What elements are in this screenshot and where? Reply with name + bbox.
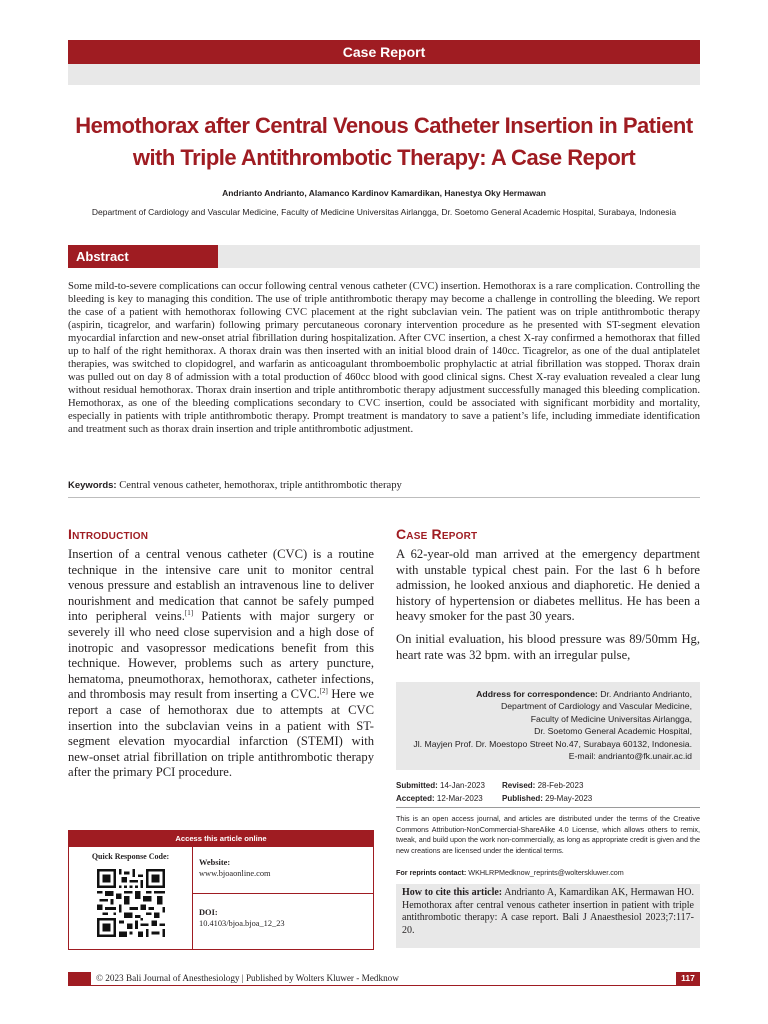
section-banner [68,40,700,64]
abstract-heading-tab [68,245,218,268]
qr-label: Quick Response Code: [91,852,170,861]
citation-box [396,884,700,948]
abstract-text: Some mild-to-severe complications can occur following central venous catheter (CVC) insertion. Hemothorax is a rare complication. Controlling the bleeding is key to managing this condition. The use of triple antithrombotic therapy may become a challenge in controlling the bleeding. We report the case of a patient with hemothorax following CVC placement at the right subclavian vein. The patient was on triple antithrombotic therapy (aspirin, ticagrelor, and warfarin) following primary percutaneous coronary intervention procedure as he presented with ST-segment elevation myocardial infarction and new-onset atrial fibrillation during hospitalization. After CVC insertion, a chest X-ray confirmed a hemothorax that filled up to half of the right hemithorax. A thorax drain was then inserted with an initial blood drain of 140cc. Ticagrelor, as one of the dual antiplatelet therapies, was switched to clopidogrel, and warfarin as anticoagulant thromboembolic prophylactic at atrial fibrillation was stopped. Thorax drain was pulled out on day 8 of admission with a total production of 460cc blood with good clinical signs. Chest X-ray evaluation revealed a clear lung without residual hemothorax. Thorax drain insertion and triple antithrombotic therapy adjustment successfully managed this bleeding complication. Hemothorax, as one of the bleeding complications secondary to CVC insertion, could be associated with significant morbidity and mortality, especially in patients with triple antithrombotic therapy. Prompt treatment is mandatory to save a patient’s life, including immediate identification and treatment such as thorax drain insertion and triple antithrombotic adjustment. [68,281,700,435]
correspondence-line: Department of Cardiology and Vascular Medicine, [500,701,692,712]
article-dates [396,779,700,805]
intro-text-part-1: Insertion of a central venous catheter (CVC) is a routine technique in the intensive care unit to monitor central venous pressure and establish an intravenous line to deliver nourishment and medication that cannot be safely pumped into peripheral veins. [68,547,374,624]
page-footer [68,972,700,986]
access-online-heading: Access this article online [69,831,373,847]
correspondence-email[interactable]: E-mail: andrianto@fk.unair.ac.id [568,751,692,762]
reprints-label: For reprints contact: [396,868,467,877]
reprints-contact [396,868,700,877]
doi-label: DOI: [199,908,218,917]
correspondence-line: Jl. Mayjen Prof. Dr. Moestopo Street No.47, Surabaya 60132, Indonesia. [413,738,692,749]
intro-text-part-3: Here we report a case of hemothorax due to attempts at CVC insertion into the subclavian veins in a patient with ST-segment elevation myocardial infarction (STEMI) with new-onset atrial fibrillation on triple antithrombotic therapy after the primary PCI procedure. [68,687,375,780]
qr-code-icon[interactable] [97,869,165,937]
case-report-heading: Case Report [396,526,478,542]
correspondence-name: Dr. Andrianto Andrianto, [597,689,692,699]
published-date [502,792,608,805]
reprints-email[interactable]: WKHLRPMedknow_reprints@wolterskluwer.com [466,868,624,877]
introduction-heading: Introduction [68,526,149,542]
revised-date [502,779,608,792]
submitted-label: Submitted: [396,781,438,790]
citation-text: Andrianto A, Kamardikan AK, Hermawan HO. Hemothorax after central venous catheter insertion in patient with triple antithrombotic therapy: A case report. Bali J Anaesthesiol 2023;7:117-20. [402,887,694,936]
divider [396,807,700,808]
intro-text-part-2: Patients with major surgery or severely ill who need close supervision and a high dose of inotropic and vasopressor medications benefit from this technique. However, problems such as artery puncture, hematoma, pneumothorax, hemothorax, catheter infections, and thrombosis may result from inserting a CVC. [68,609,375,702]
header-strip [68,64,700,85]
case-report-paragraph-1: A 62-year-old man arrived at the emergency department with unstable typical chest pain. For the last 6 h before admission, he looked anxious and diaphoretic. He denied a history of hypertension or diabetes mellitus. He has been a heavy smoker for the past 30 years. [396,547,700,624]
correspondence-name-line [404,688,692,700]
correspondence-box [396,682,700,770]
access-online-box [68,830,374,950]
website-cell [193,847,373,894]
submitted-value: 14-Jan-2023 [437,781,485,790]
footer-accent-block [68,972,91,985]
case-report-paragraph-2: On initial evaluation, his blood pressure was 89/50mm Hg, heart rate was 32 bpm. with an irregular pulse, [396,632,700,662]
correspondence-label: Address for correspondence: [476,689,598,699]
article-title: Hemothorax after Central Venous Catheter Insertion in Patient with Triple Antithrombotic Therapy: A Case Report [75,113,693,170]
correspondence-line: Dr. Soetomo General Academic Hospital, [534,726,692,737]
website-label: Website: [199,858,231,867]
doi-link[interactable]: 10.4103/bjoa.bjoa_12_23 [199,919,285,928]
correspondence-line: Faculty of Medicine Universitas Airlangga, [530,713,692,724]
section-label: Case Report [342,44,426,60]
revised-label: Revised: [502,781,536,790]
submitted-date [396,779,502,792]
citation-ref-2[interactable]: [2] [319,687,328,696]
revised-value: 28-Feb-2023 [535,781,584,790]
website-link[interactable]: www.bjoaonline.com [199,869,271,878]
citation-label: How to cite this article: [402,887,503,898]
keywords-text: Central venous catheter, hemothorax, triple antithrombotic therapy [116,480,402,491]
page-number: 117 [676,972,700,985]
introduction-text [68,547,374,781]
divider [68,497,700,498]
affiliation: Department of Cardiology and Vascular Medicine, Faculty of Medicine Universitas Airlangga, Dr. Soetomo General Academic Hospital, Surabaya, Indonesia [91,207,677,217]
keywords [68,479,700,492]
accepted-value: 12-Mar-2023 [434,794,483,803]
accepted-date [396,792,502,805]
authors: Andrianto Andrianto, Alamanco Kardinov Kamardikan, Hanestya Oky Hermawan [222,188,546,198]
citation-ref-1[interactable]: [1] [184,609,194,618]
abstract-heading: Abstract [76,249,129,264]
doi-cell [193,894,373,949]
published-label: Published: [502,794,543,803]
published-value: 29-May-2023 [542,794,593,803]
qr-column [69,847,193,949]
keywords-label: Keywords: [68,480,117,491]
footer-copyright: © 2023 Bali Journal of Anesthesiology | Published by Wolters Kluwer - Medknow [96,973,399,983]
accepted-label: Accepted: [396,794,435,803]
license-text: This is an open access journal, and articles are distributed under the terms of the Creative Commons Attribution-NonCommercial-ShareAlike 4.0 License, which allows others to remix, tweak, and build upon the work non-commercially, as long as appropriate credit is given and the new creations are licensed under the identical terms. [396,814,700,855]
